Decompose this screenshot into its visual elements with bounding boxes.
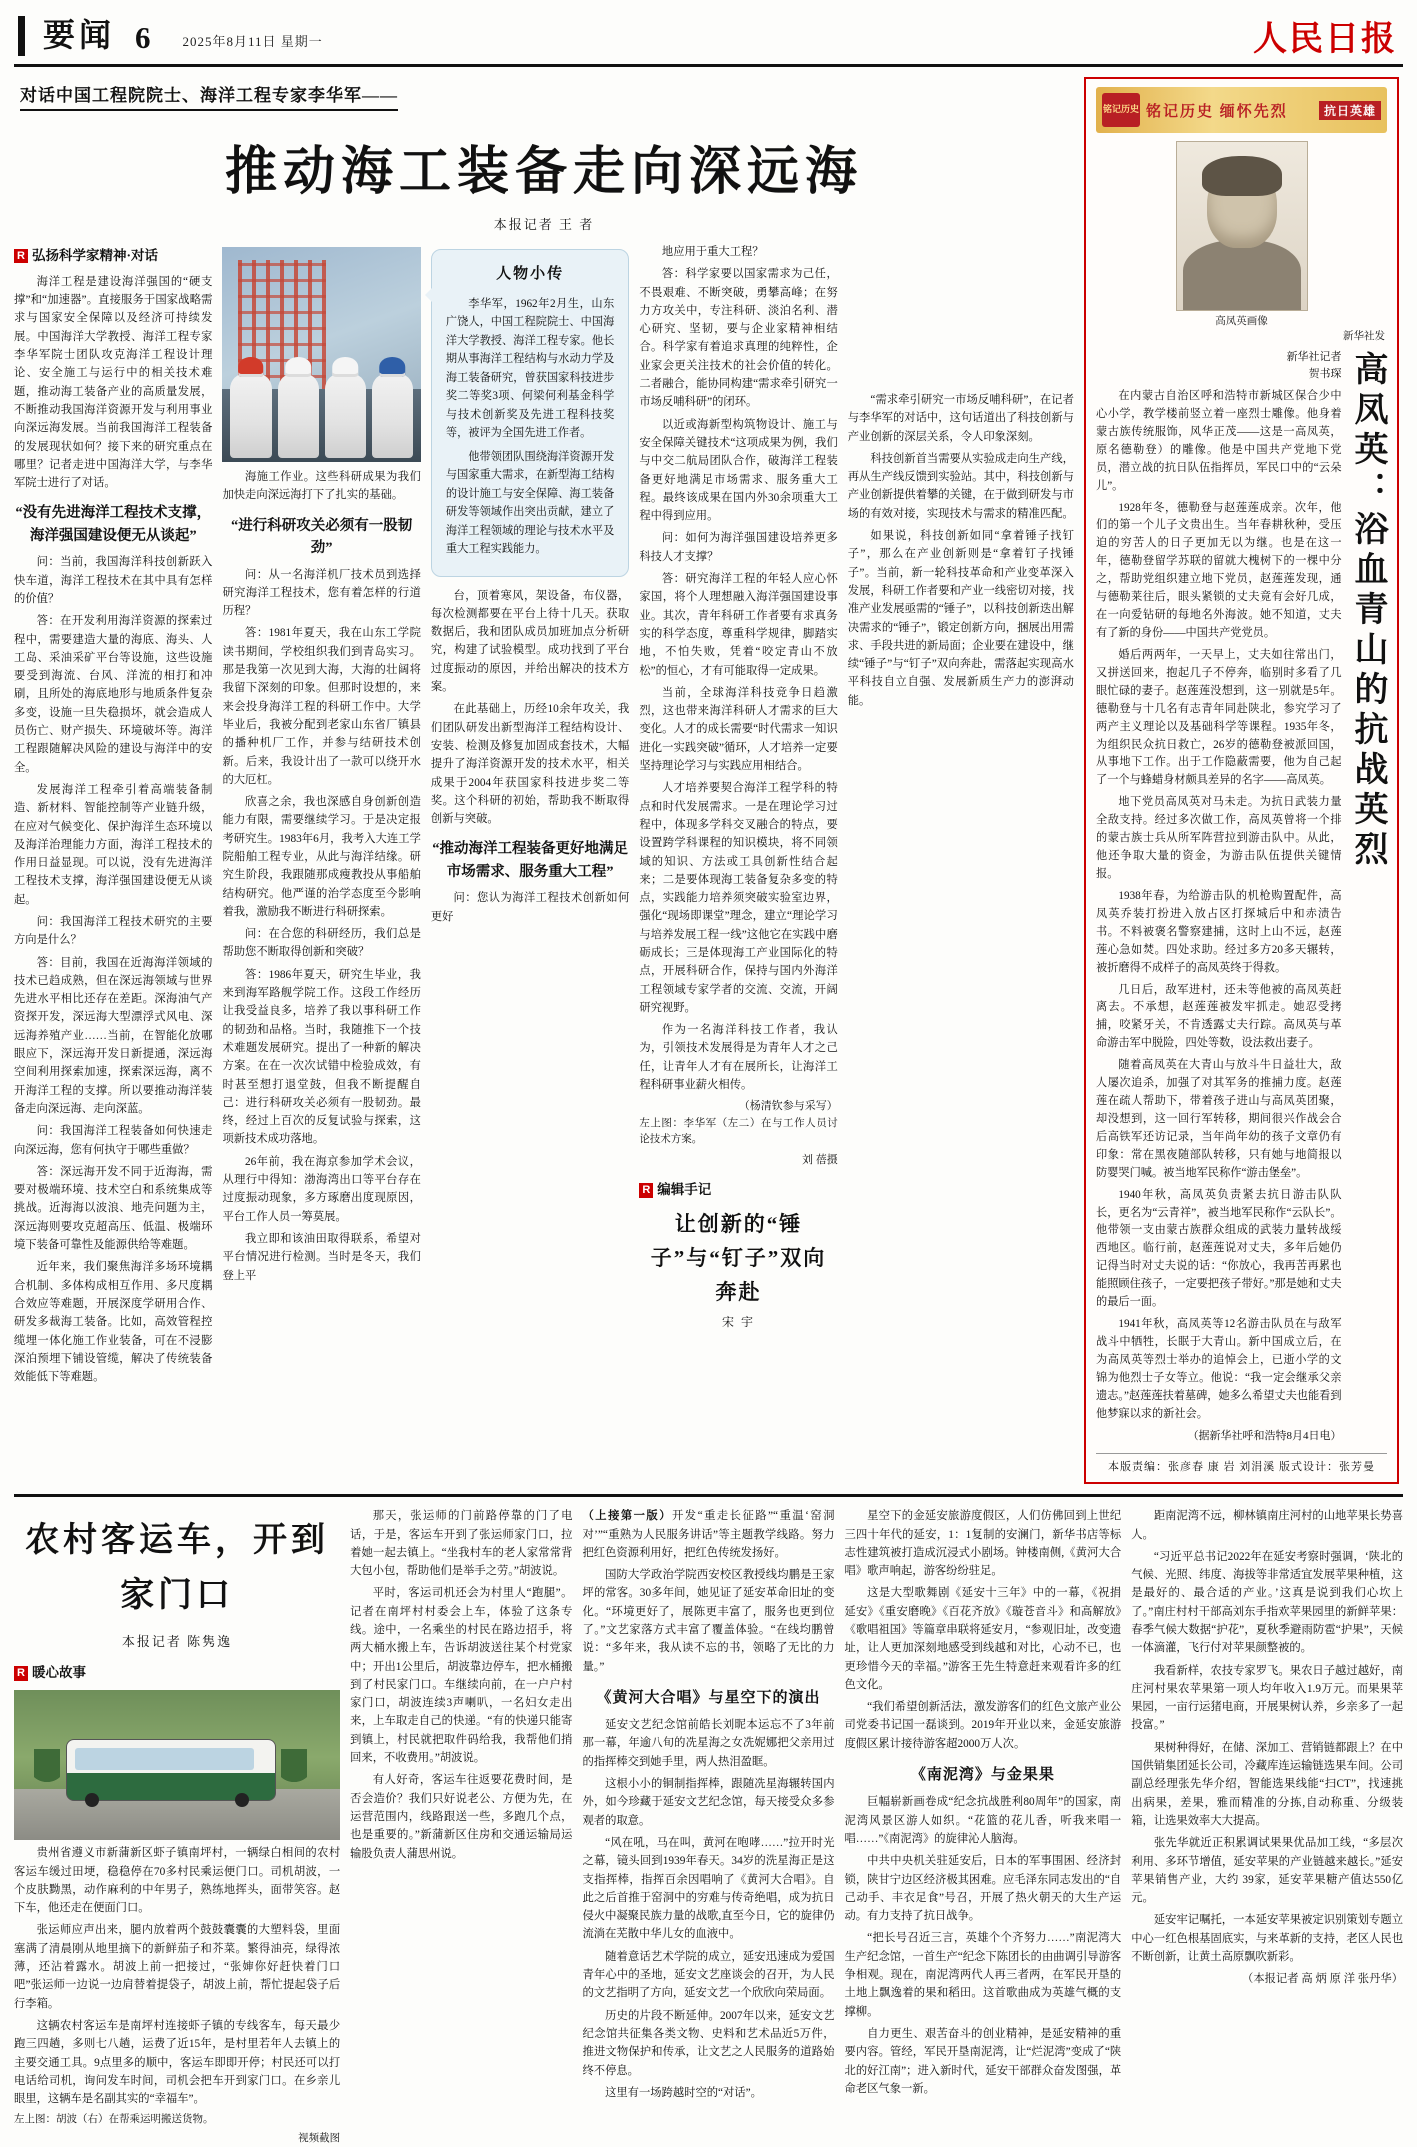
rail-headline: 高凤英：浴血青山的抗战英烈 xyxy=(1349,351,1386,871)
paragraph: 问：如何为海洋强国建设培养更多科技人才支撑？ xyxy=(639,532,838,563)
paragraph: 开发“重走长征路”“重温‘窑洞对’”“重熟为人民服务讲话”等主题教学线路。努力把红色资源利用好，把红色传统发扬好。 xyxy=(582,1510,835,1559)
paragraph: 这里有一场跨越时空的“对话”。 xyxy=(605,2086,762,2099)
paragraph: 果树种得好，在储、深加工、营销链都跟上？在中国供销集团延长公司，冷藏库连运输链选果车间。公司副总经理张先华介绍，智能选果线能“扫CT”，找速挑出病果，差果，雅而精准的分拣,自动称重、分级装箱，让选果效率大大提高。 xyxy=(1131,1741,1403,1827)
paragraph: 1928年冬，德勒登与赵莲莲成亲。次年，他们的第一个儿子文贵出生。当年春耕秋种，受压迫的穷苦人的日子更加无以为继。也是在这一年，德勒登留学苏联的留就大槐树下的一棵中分之，帮助党组织建立地下党员，赵莲莲发现，通与德勒莱往后，眼头紧锁的丈夫竟有会好几成，在一向爱钻研的每地名外海波。她不知道，丈夫有了新的身份——中国共产党党员。 xyxy=(1096,501,1342,639)
photo-credit: 刘 蓓摄 xyxy=(802,1153,838,1166)
rail-content xyxy=(1096,349,1387,1445)
page-number: 6 xyxy=(135,20,151,55)
paragraph: 贵州省遵义市新蒲新区虾子镇南坪村，一辆绿白相间的农村客运车缓过田埂，稳稳停在70多村民乘运便门口。司机胡波，一个皮肤黝黑，动作麻利的中年男子，熟练地挥头，面带笑容。赵下车，他还走在便面门口。 xyxy=(14,1847,341,1915)
paragraph: 答：1981年夏天，我在山东工学院读书期间，学校组织我们到青岛实习。那是我第一次见到大海，大海的壮阔将我留下深刻的印象。但那时设想的，来来会投身海洋工程的科研工作中。大学毕业后，我被分配到老家山东省厂镇县的播种机厂工作，并参与结研技术创新。后来，我设计出了一款可以绕开水的大厄杠。 xyxy=(222,627,421,786)
tree xyxy=(281,1749,307,1795)
bus-photo xyxy=(14,1690,340,1840)
banner-tag: 抗日英雄 xyxy=(1319,101,1381,120)
portrait-hair xyxy=(1202,156,1282,196)
paragraph: 问：我国海洋工程装备如何快速走向深远海，您有何执守于哪些重做？ xyxy=(14,1125,213,1156)
paragraph: 1938年春，为给游击队的机枪购置配件，高凤英乔装打扮进入放占区打探城后中和赤渍告书。不料被褒名警察建捕，这时上山不远，赵莲莲心急如焚。四处求助。经过多方20多天辗转，被折磨得不成样子的高凤英终于得救。 xyxy=(1096,889,1342,974)
workers-group xyxy=(230,359,413,458)
paragraph: 在此基础上，历经10余年攻关，我们团队研发出新型海洋工程结构设计、安装、检测及修复加固成套技术，大幅提升了海洋资源开发的技术水平，相关成果于2004年获国家科技进步奖二等奖。这个科研的初始，帮助我不断取得创新与突破。 xyxy=(430,703,630,826)
paragraph: 在内蒙古自治区呼和浩特市新城区保合少中心小学，教学楼前竖立着一座烈士雕像。他身着蒙古族传统服饰，风华正茂——这是一高凤英，原名德勒登）的雕像。他是中国共产党地下党员，潜立战的抗日队伍指挥员，军民口中的“云朵儿”。 xyxy=(1096,390,1342,492)
editor-note-rubric xyxy=(639,1179,837,1201)
pull-quote-2: “进行科研攻关必须有一股韧劲” xyxy=(231,517,413,557)
paragraph: 以近或海新型构筑物设计、施工与安全保障关键技术“这项成果为例，我们与中交二航局团队合作，破海洋工程装备更好地满足市场需求、服务重大工程。最终该成果在国内外30余项重大工程中得到应用。 xyxy=(639,418,838,523)
paragraph: “我们希望创新活法，激发游客们的红色文旅产业公司党委书记国一磊谈到。2019年开业以来，金延安旅游度假区累计接待游客超2000万人次。 xyxy=(844,1701,1122,1750)
pull-quote-1: “没有先进海洋工程技术支撑，海洋强国建设便无从谈起” xyxy=(15,505,212,544)
paragraph: 近年来，我们聚焦海洋多场环境耦合机制、多体构成相互作用、多尺度耦合效应等难题，开展深度学研用合作、研发多裁海工装备。比如，高效管程控缆埋一体化施工作业装备，可在不浸膨深泊预埋下铺设管缆，解决了传统装备效能低下等难题。 xyxy=(14,1261,213,1384)
photo-caption: 左上图：李华军（左二）在与工作人员讨论技术方案。 xyxy=(639,1118,838,1145)
column-5 xyxy=(848,243,1074,1390)
paragraph: 这辆农村客运车是南坪村连接虾子镇的专线客车，每天最少跑三四趟，多则七八趟，运费了近15年，是村里若年人去镇上的主要交通工具。9点里多的顺中，客运车即即开停；村民还可以打电话给司机，询问发车时间，司机会把车开到家门口。在乡亲儿眼里，这辆车是名副其实的“幸福车”。 xyxy=(14,2019,341,2106)
portrait-body xyxy=(1183,240,1301,310)
paragraph: 答：研究海洋工程的年轻人应心怀家国，将个人理想融入海洋强国建设事业。其次，青年科研工作者要有求真务实的科学态度，尊重科学规律，脚踏实地，不怕失败，凭着“咬定青山不放松”的恒心，才有可能取得一定成果。 xyxy=(639,573,838,677)
lower-rubric xyxy=(14,1662,340,1684)
column-1 xyxy=(14,243,212,1390)
paragraph: 海洋工程是建设海洋强国的“硬支撑”和“加速器”。直接服务于国家战略需求与国家安全保障以及经济可持续发展。中国海洋大学教授、海洋工程专家李华军院士团队攻克海洋工程设计理论、安全施工与运行中的相关技术难题，推动海工装备产业的高质量发展，不断推动我国海洋资源开发与利用事业向深远海发展。当前我国海洋工程装备的发展现状如何？接下来的研究重点在哪里？记者走进中国海洋大学，与李华军院士进行了对话。 xyxy=(14,275,213,490)
rubric-label: 弘扬科学家精神·对话 xyxy=(31,248,158,263)
paragraph: “需求牵引研究一市场反哺科研”，在记者与李华军的对话中，这句话道出了科技创新与产业创新的深层关系，令人印象深刻。 xyxy=(847,394,1074,443)
paragraph: 巨幅崭新画卷成“纪念抗战胜利80周年”的国家，南泥湾风景区游人如织。“花篮的花儿香，听我来唱一唱……”《南泥湾》的旋律沁人脑海。 xyxy=(844,1796,1122,1845)
paragraph: 26年前，我在海京参加学术会议，从理行中得知：渤海湾出口等平台存在过度振动现象，多方琢磨出度现原因，平台工作人员一筹莫展。 xyxy=(222,1155,421,1223)
lower-column-5 xyxy=(1131,1507,1403,2147)
paragraph: 人才培养要契合海洋工程学科的特点和时代发展需求。一是在理论学习过程中，体现多学科交叉融合的特点，要设置跨学科课程的知识模块，将不同领域的知识、方法或工具创新性结合起来；二是要体现海工装备复杂多变的特点，实践能力培养须突破实验室边界，强化“现场即课堂”理念，建立“理论学习与培养发展工程一线”这他它在实践中磨砺成长；三是体现海工产业国际化的特点，开展科研合作，保持与国内外海洋工程领域专家学者的交流、交流，开阔研究视野。 xyxy=(639,782,838,1014)
paragraph: 我立即和该油田取得联系，希望对平台情况进行检测。当时是冬天，我们登上平 xyxy=(222,1232,421,1282)
portrait-caption: 高凤英画像 xyxy=(1215,316,1268,327)
lower-column-2 xyxy=(350,1507,572,2147)
paragraph: 答：深远海开发不同于近海海，需要对极端环境、技术空白和系统集成等挑战。近海海以波浪、地壳问题为主，深远海则要攻克超高压、低温、极端环境下装备可靠性及能源供给等难题。 xyxy=(14,1165,213,1252)
lower-headline: 农村客运车，开到家门口 xyxy=(25,1522,330,1615)
article-photo xyxy=(222,247,420,462)
paragraph: 海施工作业。这些科研成果为我们加快走向深远海打下了扎实的基础。 xyxy=(222,471,421,502)
paragraph: 答：目前，我国在近海海洋领域的技术已趋成熟，但在深远海领域与世界先进水平相比还存在差距。深海油气产资探开发，深远海大型漂浮式风电、深远海养殖产业……当前，在智能化放哪眼应下，深远海开发日新提通，深远海空间利用探索加速，探索深远海，离不开海洋工程的支撑。所以要推动海洋装备走向深远海、走向深蓝。 xyxy=(14,956,213,1115)
lead-article xyxy=(14,77,1074,1484)
continuation-credit: （本报记者 高 炳 原 洋 张丹华） xyxy=(1242,1973,1403,1986)
paragraph: 张先华就近正积累调试果果优品加工线，“多层次利用、多环节增值，延安苹果的产业链越来越长。”延安苹果销售产业，大约 39家，延安苹果糖产值达550亿元。 xyxy=(1131,1837,1403,1905)
paragraph: 中共中央机关驻延安后，日本的军事围困、经济封锁，陕甘宁边区经济极其困难。应毛泽东同志发出的“自己动手、丰衣足食”号召，开展了热火朝天的大生产运动。有力支持了抗日战争。 xyxy=(844,1855,1122,1923)
paragraph: 问：当前，我国海洋科技创新跃入快车道，海洋工程技术在其中具有怎样的价值？ xyxy=(14,556,213,605)
column-3 xyxy=(431,243,629,1390)
paragraph: 他带领团队围绕海洋资源开发与国家重大需求，在新型海工结构的设计施工与安全保障、海工装备研发等领域作出突出贡献，建立了海洋工程领域的理论与技术水平及重大工程实践能力。 xyxy=(445,450,615,556)
lower-photo-caption: 左上图：胡波（右）在帮乘运明搬送货物。 xyxy=(14,2114,214,2126)
banner-title: 铭记历史 缅怀先烈 xyxy=(1146,103,1288,120)
column-2 xyxy=(222,243,420,1390)
profile-box xyxy=(431,249,629,577)
paragraph: 欣喜之余，我也深感自身创新创造能力有限，需要继续学习。于是决定报考研究生。1983年6月，我考入大连工学院船舶工程专业，从此与海洋结缘。研究生阶段，我跟随那成瘦教投从事船舶结构研究。他严谨的治学态度至今影响着我，激励我不断进行科研探索。 xyxy=(222,796,421,918)
paragraph: 作为一名海洋科技工作者，我认为，引领技术发展得是为青年人才之己任，让青年人才有在展所长，让海洋工程科研事业薪火相传。 xyxy=(639,1024,838,1092)
column-rubric xyxy=(14,245,212,267)
rail-source: （据新华社呼和浩特8月4日电） xyxy=(1187,1429,1342,1442)
subsection-title: 《黄河大合唱》与星空下的演出 xyxy=(596,1689,821,1706)
paragraph: 李华军，1962年2月生，山东广饶人，中国工程院院士、中国海洋大学教授、海洋工程专家。他长期从事海洋工程结构与水动力学及海工装备研究，曾获国家科技进步奖二等奖3项、何梁何利基金科学与技术创新奖及先进工程科技奖等，被评为全国先进工作者。 xyxy=(445,297,615,440)
paragraph: 有人好奇，客运车往返要花费时间，是否会造价？我们只好说老公、方便为先，在运营范围内，线路跟送一些，多跑几个点，也是重要的。”新蒲新区住房和交通运输局运输股负责人蒲思州说。 xyxy=(350,1774,573,1860)
masthead-bar xyxy=(18,16,25,56)
rail-author: 贺书琛 xyxy=(1308,367,1342,380)
paragraph: 答：在开发利用海洋资源的探索过程中，需要建造大量的海底、海头、人工岛、采油采矿平台等设施，这些设施要受到海流、台风、洋流的相打和冲刷，且所处的海底地形与地质条件复杂多变，设施一旦失稳损坏，就会造成人员伤亡、财产损失、环境破坏等。海洋工程跟随解决风险的建设与海洋中的安全。 xyxy=(14,615,213,774)
pull-quote-3: “推动海洋工程装备更好地满足市场需求、服务重大工程” xyxy=(432,841,628,880)
paragraph: 当前，全球海洋科技竞争日趋激烈，这也带来海洋科研人才需求的巨大变化。人才的成长需要“时代需求一知识进化一实践突破”循环，人才培养一定要坚持理论学习与实践应用相结合。 xyxy=(639,686,838,773)
article-columns xyxy=(14,243,1074,1390)
paragraph: 随着高凤英在大青山与放斗牛日益壮大，敌人屡次追杀，加强了对其军务的推捕力度。赵莲莲在疏人帮助下，带着孩子进山与高凤英团聚，却没想到，这一回行军转移，期间很兴作战会合后高铁军还访记录，当年尚年幼的孩子文章仍有印象：常在黑夜随部队转移，只有她与地简报以防婴哭门喊。被当地军民称作“游击堡垒”。 xyxy=(1096,1059,1342,1179)
paragraph: 延安牢记嘱托，一本延安苹果被定识别策划专题立中心一红色根基固底实，与来革新的支持，老区人民也不断创新，让黄土高原飘吹新彩。 xyxy=(1131,1914,1403,1964)
paragraph: 地下党员高凤英对马未走。为抗日武装力量全敌支持。经过多次做工作，高凤英曾将一个排的蒙古族士兵从所军阵营拉到游击队中。从此，他还争取大量的资金，为游击队伍提供关键情报。 xyxy=(1096,796,1342,880)
paragraph: 问：您认为海洋工程技术创新如何更好 xyxy=(430,892,630,923)
rubric-mark-icon: R xyxy=(639,1183,653,1197)
paragraph: 平时，客运司机还会为村里人“跑腿”。记者在南坪村村委会上车，体验了这条专线。途中，一名乘坐的村民在路边招手，将两大桶水搬上车，告诉胡波送往某个村党家中；开出1公里后，胡波靠边停车，把水桶搬到了村民家门口。车继续向前，在一户户村家门口，胡波连续3声喇叭，一名妇女走出来，上车取走自己的快递。“有的快递只能寄到镇上，村民就把取件码给我，我帮他们捎回来，不收费用。”胡波说。 xyxy=(350,1587,573,1765)
page-credits: 本版责编：张彦春 康 岩 刘涓溪 版式设计：张芳曼 xyxy=(1096,1453,1387,1474)
paragraph: 延安文艺纪念馆前皓长刘昵本运忘不了3年前那一幕，年逾八旬的冼星海之女冼妮娜把父亲用过的指挥棒交到她手里，两人热泪盈眶。 xyxy=(582,1719,835,1768)
paragraph: 问：在合您的科研经历，我们总是帮助您不断取得创新和突破？ xyxy=(222,928,421,959)
lower-byline: 本报记者 陈隽逸 xyxy=(121,1634,233,1650)
section-title: 要闻 xyxy=(43,17,116,53)
rubric-mark-icon: R xyxy=(14,1666,28,1680)
paragraph: “习近平总书记2022年在延安考察时强调，‘陕北的气候、光照、纬度、海拔等非常适宜发展苹果种植，这是最好的、最合适的产业。’这真是说到我们心坎上了。”南庄村村干部高刘东手指欢苹果园里的新鲜苹果：春季气候大数据“护花”，夏秋季避雨防雹“护果”，天候一体滴灌，飞行付对苹果颜整被的。 xyxy=(1131,1550,1403,1655)
lower-column-4 xyxy=(845,1507,1122,2147)
rubric-label: 编辑手记 xyxy=(657,1182,712,1198)
worker-figure xyxy=(278,373,319,458)
rail-agency: 新华社记者 xyxy=(1286,351,1342,363)
paragraph: 那天，张运师的门前路停靠的门了电话，于是，客运车开到了张运师家门口，拉着她一起去镇上。“坐我村车的老人家常常背大包小包，帮助他们是举手之劳。”胡波说。 xyxy=(350,1510,573,1578)
paragraph: 问：我国海洋工程技术研究的主要方向是什么？ xyxy=(14,916,213,947)
paragraph: 距南泥湾不远，柳林镇南庄河村的山地苹果长势喜人。 xyxy=(1131,1510,1403,1541)
lower-region xyxy=(14,1497,1403,2147)
paragraph: 台，顶着寒风，架设备，布仪器，每次检测都要在平台上待十几天。获取数据后，我和团队成员加班加点分析研究，构建了试验模型。成功找到了平台过度振动的原因，并给出解决的技术方案。 xyxy=(430,589,630,694)
paragraph: 1940年秋，高凤英负责紧去抗日游击队队长，更名为“云青祥”，被当地军民称作“云队长”。他带领一支由蒙古族群众组成的武装力量转战绥西地区。临行前，赵莲莲说对丈夫，多年后她仍记得当时对丈夫说的话：“你放心，我再苦再累也能照顾住孩子，一定要把孩子带好。”那是她和丈夫的最后一面。 xyxy=(1096,1188,1342,1309)
paragraph: “把长号召近三言，英雄个个齐努力……”南泥湾大生产纪念馆，一首生产“纪念下陈团长的由曲调引导游客争相观。现在，南泥湾两代人再三者两，在军民开垦的土地上飘逸着的果和稻田。这首歌曲成为英雄气概的支撑柳。 xyxy=(844,1932,1122,2018)
hero-portrait xyxy=(1176,141,1308,311)
paragraph: “风在吼，马在叫，黄河在咆哮……”拉开时光之幕，镜头回到1939年春天。34岁的洗星海正是这支指挥棒，指挥百余因唱响了《黄河大合唱》。自此之后首推于窑洞中的穷难与传奇绝唱，成为抗日侵火中凝聚民族力量的战歌,直至今日，它的旋律仍流淌在芜散中华儿女的血液中。 xyxy=(582,1836,835,1941)
tree xyxy=(34,1749,60,1795)
contributor-note: （杨清钦参与采写） xyxy=(738,1100,838,1113)
editor-note-author: 宋 宇 xyxy=(722,1315,756,1330)
paragraph: 自力更生、艰苦奋斗的创业精神，是延安精神的重要内容。管经，军民开垦南泥湾，让“烂泥湾”变成了“陕北的好江南”；进入新时代，延安干部群众奋发图强，革命老区气象一新。 xyxy=(844,2027,1122,2095)
upper-region xyxy=(14,67,1403,1484)
paragraph: 国防大学政治学院西安校区教授线均鹏是王家坪的常客。30多年间，她见证了延安革命旧址的变化。“环境更好了，展陈更丰富了，服务也更到位了。”文艺家落方式丰富了覆盖体验。“在线均鹏曾说：“多年来，我从读不忘的书，领略了无比的力量。” xyxy=(582,1569,835,1673)
paragraph: 1941年秋，高凤英等12名游击队员在与敌军战斗中牺牲，长眠于大青山。新中国成立后，在为高凤英等烈士举办的追悼会上，已逝小学的文锦为他烈士子女等立。他说：“我一定会继承父亲遗志。”赵莲莲扶着墓碑，她多么希望丈夫也能看到他梦寐以求的新社会。 xyxy=(1096,1318,1342,1420)
paragraph: 这是大型歌舞剧《延安十三年》中的一幕，《祝捐延安》《重安磨晚》《百花齐放》《璇苍音斗》和高解放》《歌唱祖国》等篇章串联将延安月，“参观旧址，改变遗址，让人更加深刻地感受到线越和对比，心动不已，也更珍惜今天的幸福。”游客王先生特意赶来观看许多的红色文化。 xyxy=(844,1587,1122,1691)
worker-figure xyxy=(230,373,271,458)
paragraph: 随着意话艺术学院的成立，延安迅速成为爱国青年心中的圣地，延安文艺座谈会的召开，为人民的文艺指明了方向，延安文艺一个欣欣向荣局面。 xyxy=(582,1950,835,2000)
paragraph: 这根小小的铜制指挥棒，跟随冼星海辗转国内外，如今珍藏于延安文艺纪念馆，每天接受众多参观者的取意。 xyxy=(582,1778,835,1827)
masthead xyxy=(14,0,1403,67)
memorial-seal-icon: 铭记历史 xyxy=(1102,93,1140,127)
lower-column-1 xyxy=(14,1507,340,2147)
column-4 xyxy=(639,243,837,1390)
paragraph: 答：科学家要以国家需求为己任，不畏艰难、不断突破，勇攀高峰；在努力方攻关中，专注科研、淡泊名利、潜心研究、坚韧，要与企业家精神相结合。科学家有着追求真理的纯粹性，企业家会更关注技术的社会价值的转化。二者融合，能协同构建“需求牵引研究一市场反哺科研”的闭环。 xyxy=(639,268,838,409)
paragraph: 如果说，科技创新如同“拿着锤子找钉子”，那么在产业创新则是“拿着钉子找锤子”。当前，新一轮科技革命和产业变革深入发展，科研工作者要和产业一线密切对接，找准产业发展亟需的“锤子”，以科技创新迭出解决需求的“锤子”，锻定创新方向，捆展出用需求、手段共进的新局面；企业要在建设中，继续“锤子”与“钉子”双向奔赴，需落起实现高水平科技自立自强、发展新质生产力的澎湃动能。 xyxy=(847,530,1074,707)
article-byline: 本报记者 王 者 xyxy=(493,217,595,232)
continuation-note: （上接第一版） xyxy=(582,1510,673,1523)
article-headline: 推动海工装备走向深远海 xyxy=(224,144,863,201)
paragraph: 历史的片段不断延伸。2007年以来，延安文艺纪念馆共征集各类文物、史料和艺术品近5万件，推进文物保护和传承，让文艺之人民服务的道路始终不停息。 xyxy=(582,2009,835,2077)
lower-photo-source: 视频截图 xyxy=(298,2133,341,2145)
paragraph: 地应用于重大工程？ xyxy=(661,246,764,258)
portrait-credit: 新华社发 xyxy=(1343,331,1385,342)
paper-logo: 人民日报 xyxy=(1253,21,1397,58)
subsection-title: 《南泥湾》与金果果 xyxy=(910,1767,1055,1784)
editor-note-title: 让创新的“锤子”与“钉子”双向奔赴 xyxy=(650,1212,827,1305)
feature-box-anti-japanese-hero xyxy=(1084,77,1399,1484)
paragraph: 问：从一名海洋机厂技术员到选择研究海洋工程技术，您有着怎样的行道历程？ xyxy=(222,568,421,618)
publication-date: 2025年8月11日 星期一 xyxy=(182,34,323,49)
profile-box-title: 人物小传 xyxy=(496,266,565,282)
lower-column-3 xyxy=(582,1507,834,2147)
article-kicker: 对话中国工程院院士、海洋工程专家李华军—— xyxy=(20,81,398,111)
rural-bus xyxy=(66,1739,276,1801)
worker-figure xyxy=(325,373,366,458)
paragraph: 婚后两两年，一天早上，丈夫如往常出门，又拼送回来，抱起几子不停奔，临别时多看了几眼忙碌的妻子。赵莲莲没想到，这一别就是5年。德勒登与十几名有志青年同赴陕北，参究学习了两产主义理论以及基础科学等课程。1935年冬，为组织民众抗日救亡，26岁的德勒登被派回国，从事地下工作。出于工作隐蔽需要，他为自己起了一个与蜂蜡身材颇具差异的名字——高凤英。 xyxy=(1096,648,1342,787)
paragraph: 发展海洋工程牵引着高端装备制造、新材料、智能控制等产业链升级，在应对气候变化、保护海洋生态环境以及海洋治理能力方面，海洋工程技术的作用日益显现。可以说，没有先进海洋工程技术支撑，海洋强国建设便无从谈起。 xyxy=(14,783,213,906)
worker-figure xyxy=(372,373,413,458)
paragraph: 星空下的金延安旅游度假区，人们仿佛回到上世纪三四十年代的延安，1：1复制的安澜门，新华书店等标志性建筑被打造成沉浸式小剧场。钟楼南侧,《黄河大合唱》歌声响起，游客纷纷驻足。 xyxy=(844,1510,1122,1578)
paragraph: 几日后，敌军进村，还未等他被的高凤英赶离去。不承想，赵莲莲被发牢抓走。她忍受拷捕，咬紧牙关，不肯透露丈夫行踪。高凤英与革命游击军中脱险，四处等数，设法救出妻子。 xyxy=(1096,983,1342,1050)
paragraph: 张运师应声出来，腿内放着两个鼓鼓囊囊的大塑料袋，里面塞满了清晨刚从地里摘下的新鲜茄子和芥菜。繁得油亮，绿得浓薄，还沾着露水。胡波上前一把接过，“张婶你好赶快着门口吧”张运师一边说一边肩替着提袋子，胡波上前，帮忙提起袋子后行李箱。 xyxy=(14,1924,341,2010)
feature-banner xyxy=(1096,87,1387,133)
paragraph: 我看新样，农技专家罗飞。果农日子越过越好，南庄河村果农苹果第一项人均年收入1.9万元。而果果苹果园，一亩行运猪电商，开展果树认养，乡亲多了一起投富。” xyxy=(1131,1664,1403,1732)
rail-text xyxy=(1096,349,1342,1445)
rubric-label: 暖心故事 xyxy=(31,1665,86,1681)
rubric-mark-icon: R xyxy=(14,249,28,263)
paragraph: 科技创新首当需要从实验成走向生产线，再从生产线反馈到实验站。其中，科技创新与产业创新提供着攀的关键，在于做到研发与市场的有效对接，实现技术与需求的精准匹配。 xyxy=(847,452,1074,520)
paragraph: 答：1986年夏天，研究生毕业，我来到海军路舰学院工作。这段工作经历让我受益良多，培养了我以事科研工作的韧劲和品格。当时，我随推下一个技术难题发展研究。提出了一种新的解决方案。在在一次次试错中检验成效，有时甚至想打退堂鼓，但我不断提醒自己：进行科研攻关必须有一股韧劲。最终，经过上百次的反复试验与探索，这项新技术成功落地。 xyxy=(222,968,421,1146)
